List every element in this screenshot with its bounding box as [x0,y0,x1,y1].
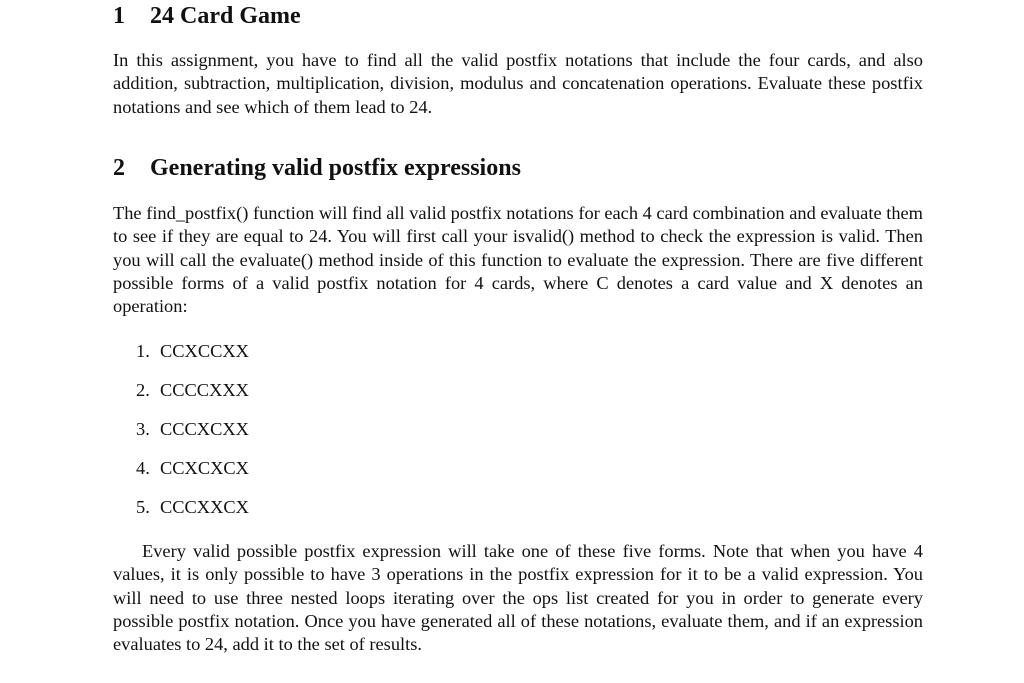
list-item [113,418,249,441]
list-item [113,457,249,480]
list-item [113,340,249,363]
list-item-text: CCCXCXX [160,419,249,439]
postfix-forms-list [113,340,249,519]
list-item-text: CCCXXCX [160,497,249,517]
section-1-paragraph: In this assignment, you have to find all the valid postfix notations that include the four cards, and also addition, subtraction, multiplication, division, modulus and concatenation operations. Evaluate these postfix notations and see which of them lead to 24. [113,50,923,117]
section-2-paragraph-1: The find_postfix() function will find all valid postfix notations for each 4 card combination and evaluate them to see if they are equal to 24. You will first call your isvalid() method to check the expression is valid. Then you will call the evaluate() method inside of this function to evaluate the expression. There are five different possible forms of a valid postfix notation for 4 cards, where C denotes a card value and X denotes an operation: [113,203,923,317]
list-item-marker: 4. [136,458,150,478]
list-item-marker: 1. [136,341,150,361]
section-1-title: 24 Card Game [150,3,301,29]
section-1-heading [113,1,301,31]
list-item-text: CCXCCXX [160,341,249,361]
section-2-heading [113,153,521,183]
list-item-marker: 3. [136,419,150,439]
section-2-paragraph-2: Every valid possible postfix expression will take one of these five forms. Note that when you have 4 values, it is only possible to have 3 operations in the postfix expression for it to be a valid expression. You will need to use three nested loops iterating over the ops list created for you in order to generate every possible postfix notation. Once you have generated all of these notations, evaluate them, and if an expression evaluates to 24, add it to the set of results. [113,541,923,655]
section-1-number: 1 [113,3,125,29]
list-item-text: CCXCXCX [160,458,249,478]
list-item-marker: 5. [136,497,150,517]
section-2-title: Generating valid postfix expressions [150,155,521,181]
list-item-marker: 2. [136,380,150,400]
list-item-text: CCCCXXX [160,380,249,400]
list-item [113,379,249,402]
list-item [113,496,249,519]
section-2-number: 2 [113,155,125,181]
